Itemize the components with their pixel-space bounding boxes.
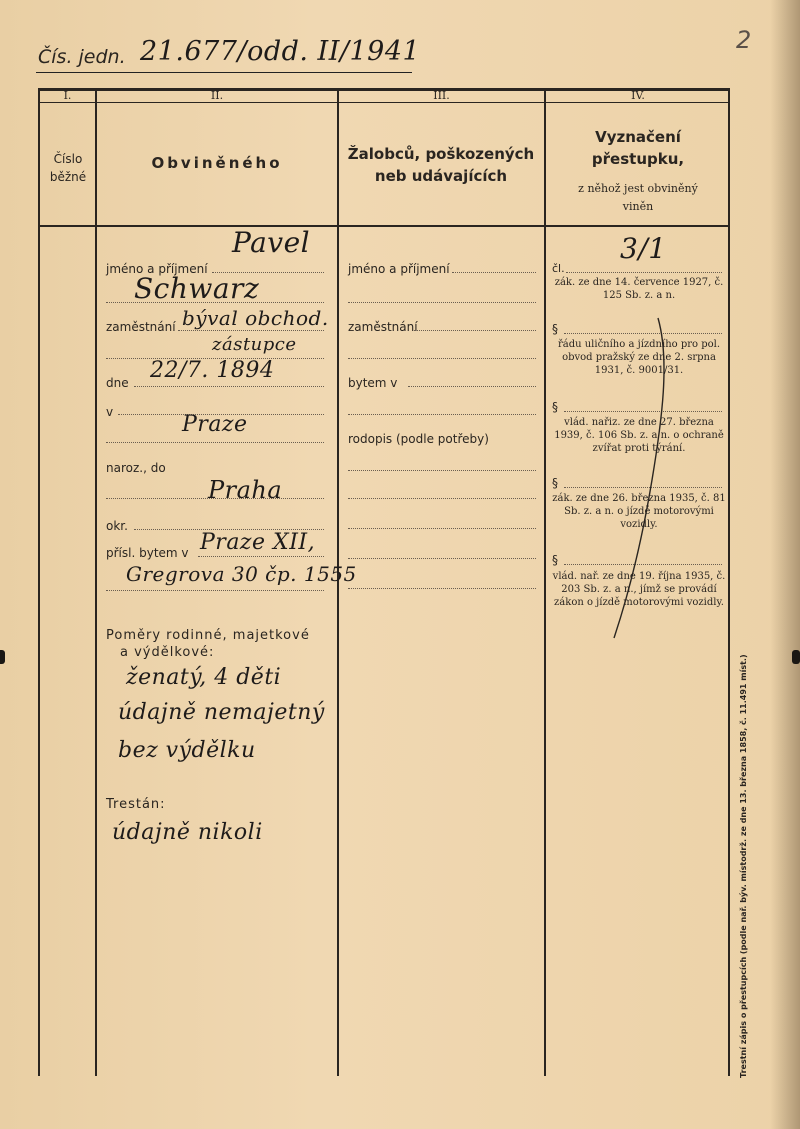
header-accused: Obviněného bbox=[151, 154, 283, 172]
header-complainants: Žalobců, poškozených neb udávajících bbox=[347, 145, 535, 185]
column-number-4: IV. bbox=[631, 89, 645, 102]
offence-law-2: řádu uličního a jízdního pro pol. obvod pražský ze dne 2. srpna 1931, č. 9001/31. bbox=[557, 339, 721, 376]
complainant-record-dots-3 bbox=[348, 528, 536, 529]
offence-paragraph-1: § bbox=[552, 322, 558, 336]
accused-residence-label: přísl. bytem v bbox=[106, 546, 189, 560]
binding-hole-right bbox=[792, 650, 800, 664]
accused-punished-handwritten: údajně nikoli bbox=[112, 820, 263, 845]
complainant-occupation-dots bbox=[414, 330, 536, 331]
offence-article-label: čl. bbox=[552, 262, 565, 275]
header-serial-number: Číslo běžné bbox=[49, 152, 87, 184]
column-divider-1 bbox=[95, 88, 97, 1076]
offence-law-1: zák. ze dne 14. července 1927, č. 125 Sb. z. a n. bbox=[554, 277, 724, 301]
accused-surname-dots bbox=[106, 302, 324, 303]
accused-birth-date-handwritten: 22/7. 1894 bbox=[150, 358, 275, 383]
offence-law-5: vlád. nař. ze dne 19. října 1935, č. 203 Sb. z. a n., jímž se provádí zákon o jízdě motorovými vozidly. bbox=[552, 571, 726, 608]
accused-date-label: dne bbox=[106, 376, 129, 390]
complainant-record-dots-1 bbox=[348, 470, 536, 471]
accused-surname-handwritten: Schwarz bbox=[134, 272, 260, 305]
number-row-divider bbox=[38, 102, 730, 103]
column-number-2: II. bbox=[210, 89, 224, 102]
accused-occupation-label: zaměstnání bbox=[106, 320, 176, 334]
binding-hole-left bbox=[0, 650, 5, 664]
accused-place-label: v bbox=[106, 405, 114, 419]
accused-occupation-handwritten-2: zástupce bbox=[212, 334, 297, 355]
column-divider-3 bbox=[544, 88, 546, 1076]
accused-punished-label: Trestán: bbox=[106, 797, 166, 812]
header-row-divider bbox=[38, 225, 730, 227]
complainant-record-dots-4 bbox=[348, 558, 536, 559]
complainant-residence-dots bbox=[408, 386, 536, 387]
complainant-residence-label: bytem v bbox=[348, 376, 398, 390]
accused-birth-place-handwritten: Praze bbox=[182, 412, 248, 437]
paper-edge-shadow bbox=[770, 0, 800, 1129]
complainant-record-label: rodopis (podle potřeby) bbox=[348, 432, 489, 446]
accused-residence-handwritten-2: Gregrova 30 čp. 1555 bbox=[126, 562, 357, 586]
column-number-1: I. bbox=[63, 89, 72, 102]
offence-paragraph-4: § bbox=[552, 553, 558, 567]
accused-occupation-dots bbox=[178, 330, 324, 331]
accused-family-label-2: a výdělkové: bbox=[120, 645, 215, 660]
page-number: 2 bbox=[736, 26, 752, 54]
offence-paragraph-3: § bbox=[552, 476, 558, 490]
accused-place-dots-2 bbox=[106, 442, 324, 443]
complainant-occupation-label: zaměstnání bbox=[348, 320, 418, 334]
offence-law-4: zák. ze dne 26. března 1935, č. 81 Sb. z. a n. o jízdě motorovými vozidly. bbox=[552, 493, 726, 530]
offence-article-dots bbox=[566, 272, 722, 273]
header-offence-subtitle: z něhož jest obviněný viněn bbox=[578, 182, 698, 213]
offence-law-3: vlád. nařiz. ze dne 27. března 1939, č. 106 Sb. z. a n. o ochraně zvířat proti týrání. bbox=[554, 417, 724, 454]
accused-district-handwritten: Praha bbox=[208, 476, 283, 504]
complainant-record-dots-5 bbox=[348, 588, 536, 589]
offence-paragraph-2: § bbox=[552, 400, 558, 414]
accused-name-label: jméno a příjmení bbox=[106, 262, 208, 276]
accused-residence-dots bbox=[198, 556, 324, 557]
complainant-occupation-dots-2 bbox=[348, 358, 536, 359]
accused-residence-handwritten-1: Praze XII, bbox=[200, 530, 316, 555]
complainant-name-label: jméno a příjmení bbox=[348, 262, 450, 276]
accused-first-name-handwritten: Pavel bbox=[232, 226, 311, 259]
accused-residence-dots-2 bbox=[106, 590, 324, 591]
accused-family-label-1: Poměry rodinné, majetkové bbox=[106, 628, 310, 643]
accused-date-dots bbox=[134, 386, 324, 387]
complainant-name-dots bbox=[452, 272, 536, 273]
accused-district-label: okr. bbox=[106, 519, 128, 533]
offence-article-handwritten: 3/1 bbox=[620, 232, 667, 265]
accused-occupation-handwritten-1: býval obchod. bbox=[182, 306, 329, 330]
reference-label: Čís. jedn. bbox=[38, 46, 126, 68]
reference-number-handwritten: 21.677/odd. II/1941 bbox=[140, 36, 421, 67]
accused-family-handwritten-1: ženatý, 4 děti bbox=[126, 665, 282, 690]
header-offence-title: Vyznačení přestupku, bbox=[591, 128, 685, 168]
column-number-3: III. bbox=[433, 89, 450, 102]
complainant-residence-dots-2 bbox=[348, 414, 536, 415]
complainant-record-dots-2 bbox=[348, 498, 536, 499]
accused-family-handwritten-2: údajně nemajetný bbox=[118, 700, 325, 725]
complainant-name-dots-2 bbox=[348, 302, 536, 303]
accused-family-handwritten-3: bez výdělku bbox=[118, 738, 256, 763]
strike-through-pen-stroke bbox=[600, 300, 670, 650]
accused-born-label: naroz., do bbox=[106, 461, 166, 475]
reference-underline bbox=[36, 72, 412, 73]
form-sidebar-text: Trestní zápis o přestupcích (podle nař. býv. místodrž. ze dne 13. března 1858, č. 11.491 míst.) bbox=[739, 654, 748, 1078]
